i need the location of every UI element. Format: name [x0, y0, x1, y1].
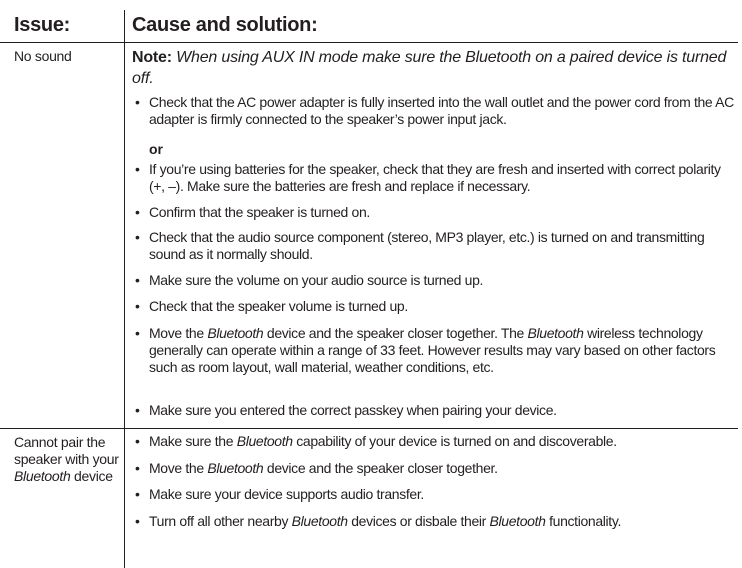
list-item	[135, 204, 734, 221]
bullet-icon: •	[135, 433, 140, 449]
text-segment: device and the speaker closer together.	[263, 460, 498, 476]
list-item	[135, 402, 734, 419]
text-segment: device and the speaker closer together. The	[263, 325, 528, 341]
row-divider	[0, 428, 738, 429]
bullet-icon: •	[135, 402, 140, 418]
bullet-icon: •	[135, 161, 140, 177]
text-segment: Confirm that the speaker is turned on.	[149, 204, 370, 220]
list-item	[135, 94, 734, 128]
bullet-icon: •	[135, 229, 140, 245]
bullet-icon: •	[135, 272, 140, 288]
list-item	[135, 513, 734, 530]
text-segment: Cannot pair the speaker with your	[14, 434, 119, 468]
list-item	[135, 433, 734, 450]
list-item	[135, 325, 734, 377]
list-item	[135, 272, 734, 289]
text-segment: Move the	[149, 325, 208, 341]
text-segment: Make sure the volume on your audio source is turned up.	[149, 272, 484, 288]
issue-no-sound: No sound	[14, 48, 72, 64]
text-segment: Check that the AC power adapter is fully inserted into the wall outlet and the power cord from the AC adapter is firmly connected to the speaker’s power input jack.	[149, 94, 734, 128]
text-segment: Check that the speaker volume is turned up.	[149, 298, 408, 314]
bullet-icon: •	[135, 325, 140, 341]
note-label: Note:	[132, 49, 172, 66]
text-segment: devices or disbale their	[347, 513, 490, 529]
list-item	[135, 161, 734, 195]
cause-column-header: Cause and solution:	[132, 14, 318, 36]
italic-term: Bluetooth	[527, 325, 584, 341]
text-segment: Make sure the	[149, 433, 237, 449]
text-segment: functionality.	[545, 513, 621, 529]
italic-term: Bluetooth	[207, 460, 264, 476]
bullet-icon: •	[135, 513, 140, 529]
text-segment: device	[70, 468, 113, 485]
header-rule	[0, 42, 738, 43]
bullet-icon: •	[135, 298, 140, 314]
text-segment: Check that the audio source component (stereo, MP3 player, etc.) is turned on and transmitting sound as it normally should.	[149, 229, 705, 263]
text-segment: Make sure your device supports audio transfer.	[149, 486, 424, 502]
italic-term: Bluetooth	[14, 468, 71, 485]
note	[132, 48, 732, 89]
bullet-icon: •	[135, 204, 140, 220]
bullet-icon: •	[135, 486, 140, 502]
text-segment: Make sure you entered the correct passkey when pairing your device.	[149, 402, 557, 418]
text-segment: Move the	[149, 460, 208, 476]
italic-term: Bluetooth	[291, 513, 348, 529]
text-segment: If you’re using batteries for the speaker, check that they are fresh and inserted with correct polarity (+, –). Make sure the batteries are fresh and replace if necessary.	[149, 161, 721, 195]
italic-term: Bluetooth	[236, 433, 293, 449]
italic-term: Bluetooth	[207, 325, 264, 341]
text-segment: capability of your device is turned on and discoverable.	[292, 433, 617, 449]
bullet-icon: •	[135, 460, 140, 476]
or-separator: or	[149, 141, 163, 157]
bullet-icon: •	[135, 94, 140, 110]
list-item	[135, 460, 734, 477]
column-divider	[124, 10, 125, 568]
list-item	[135, 486, 734, 503]
issue-column-header: Issue:	[14, 14, 71, 36]
list-item	[135, 298, 734, 315]
italic-term: Bluetooth	[489, 513, 546, 529]
note-text: When using AUX IN mode make sure the Bluetooth on a paired device is turned off.	[132, 49, 727, 87]
list-item	[135, 229, 734, 263]
text-segment: wireless technology generally can operate within a range of 33 feet. However results may vary based on other factors such as room layout, wall material, weather conditions, etc.	[149, 325, 716, 376]
issue-cannot-pair	[14, 434, 119, 486]
text-segment: Turn off all other nearby	[149, 513, 292, 529]
